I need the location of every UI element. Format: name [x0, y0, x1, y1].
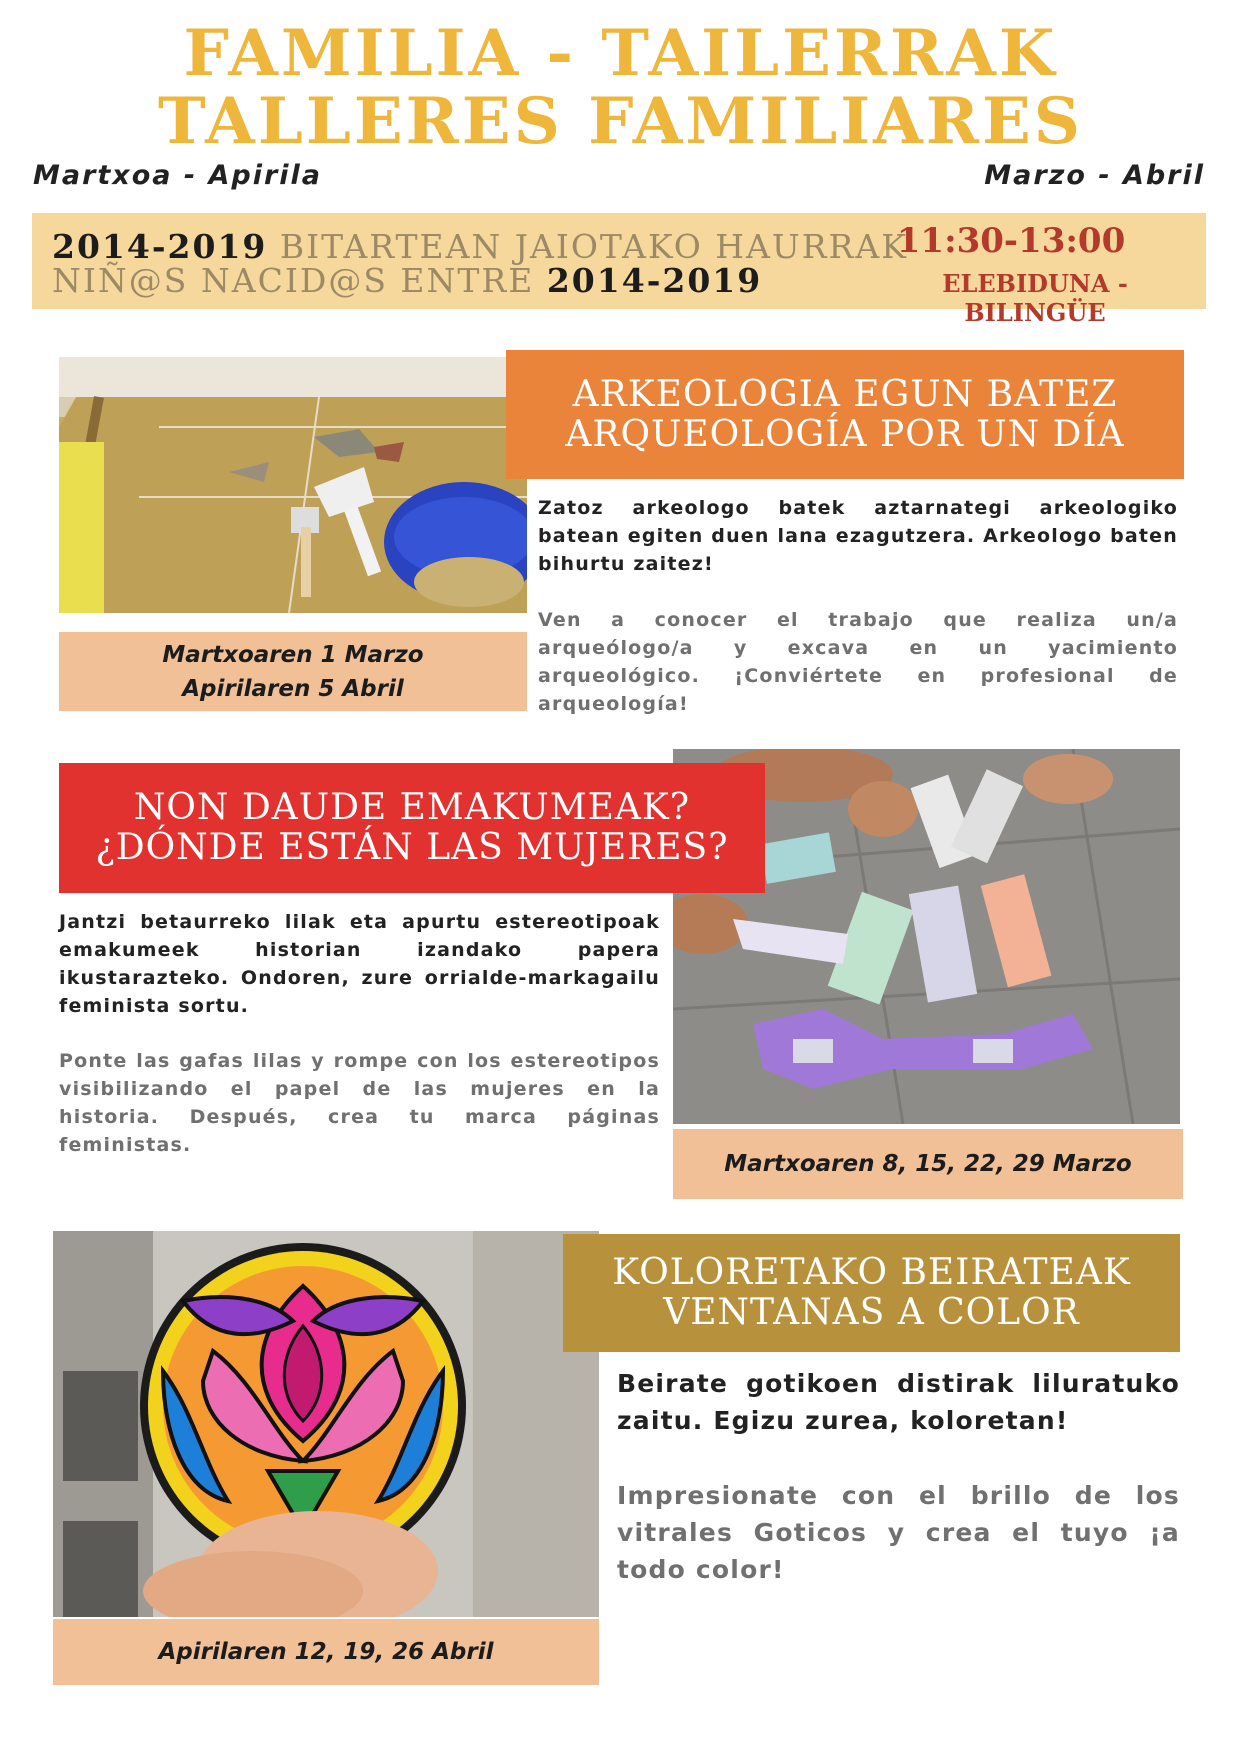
page-title: FAMILIA - TAILERRAK — [183, 16, 1058, 91]
sandbox-image — [59, 357, 527, 613]
workshop1-date-2: Apirilaren 5 Abril — [182, 675, 404, 702]
workshop2-desc-es: Ponte las gafas lilas y rompe con los estereotipos visibilizando el papel de las mujeres en la historia. Después, crea tu marca páginas feministas. — [59, 1050, 660, 1156]
workshop3-date-1: Apirilaren 12, 19, 26 Abril — [158, 1639, 494, 1665]
workshop1-title-eu: ARKEOLOGIA EGUN BATEZ — [572, 373, 1118, 415]
workshop3-dates — [53, 1619, 599, 1685]
workshop1-desc-es: Ven a conocer el trabajo que realiza un/a arqueólogo/a y excava en un yacimiento arqueológico. ¡Conviértete en profesional de arqueología! — [538, 609, 1178, 715]
stained-glass-image — [53, 1231, 599, 1617]
schedule-time: 11:30-13:00 — [896, 221, 1126, 261]
workshop1-desc-eu: Zatoz arkeologo batek aztarnategi arkeologiko batean egiten duen lana ezagutzera. Arkeologo baten bihurtu zaitez! — [538, 497, 1178, 575]
workshop3-title-eu: KOLORETAKO BEIRATEAK — [612, 1252, 1131, 1293]
age-line-es — [52, 261, 762, 300]
stained-glass-photo — [53, 1231, 599, 1617]
workshop2-date-1: Martxoaren 8, 15, 22, 29 Marzo — [724, 1151, 1132, 1177]
workshop1-title-es: ARQUEOLOGÍA POR UN DÍA — [565, 413, 1125, 455]
workshop3-desc-eu: Beirate gotikoen distirak liluratuko zaitu. Egizu zurea, koloretan! — [617, 1369, 1180, 1435]
workshop3-title — [563, 1234, 1180, 1352]
age-text-es: NIÑ@S NACID@S ENTRE — [52, 261, 547, 300]
workshop1-title — [506, 350, 1184, 479]
workshop2-title-eu: NON DAUDE EMAKUMEAK? — [133, 787, 691, 828]
months-eu: Martxoa - Apirila — [33, 160, 323, 191]
workshop2-title-es: ¿DÓNDE ESTÁN LAS MUJERES? — [95, 827, 729, 868]
years-eu: 2014-2019 — [52, 227, 268, 266]
workshop2-title — [59, 763, 765, 893]
info-band — [32, 213, 1206, 327]
age-text-eu: BITARTEAN JAIOTAKO HAURRAK — [267, 227, 908, 266]
workshop3-desc-es: Impresionate con el brillo de los vitrales Goticos y crea el tuyo ¡a todo color! — [617, 1481, 1180, 1584]
workshop2-dates — [673, 1129, 1183, 1199]
months-es: Marzo - Abril — [984, 160, 1205, 191]
workshop3-title-es: VENTANAS A COLOR — [663, 1292, 1080, 1333]
workshop1-date-1: Martxoaren 1 Marzo — [162, 641, 424, 668]
workshop2-desc-eu: Jantzi betaurreko lilak eta apurtu estereotipoak emakumeek historian izandako papera ikustarazteko. Ondoren, zure orrialde-markagailu feminista sortu. — [59, 911, 660, 1017]
archaeology-photo — [59, 357, 527, 613]
workshop1-dates — [59, 632, 527, 711]
page-subtitle: TALLERES FAMILIARES — [158, 84, 1083, 159]
language-label: ELEBIDUNA - BILINGÜE — [942, 269, 1128, 327]
years-es: 2014-2019 — [546, 261, 763, 300]
